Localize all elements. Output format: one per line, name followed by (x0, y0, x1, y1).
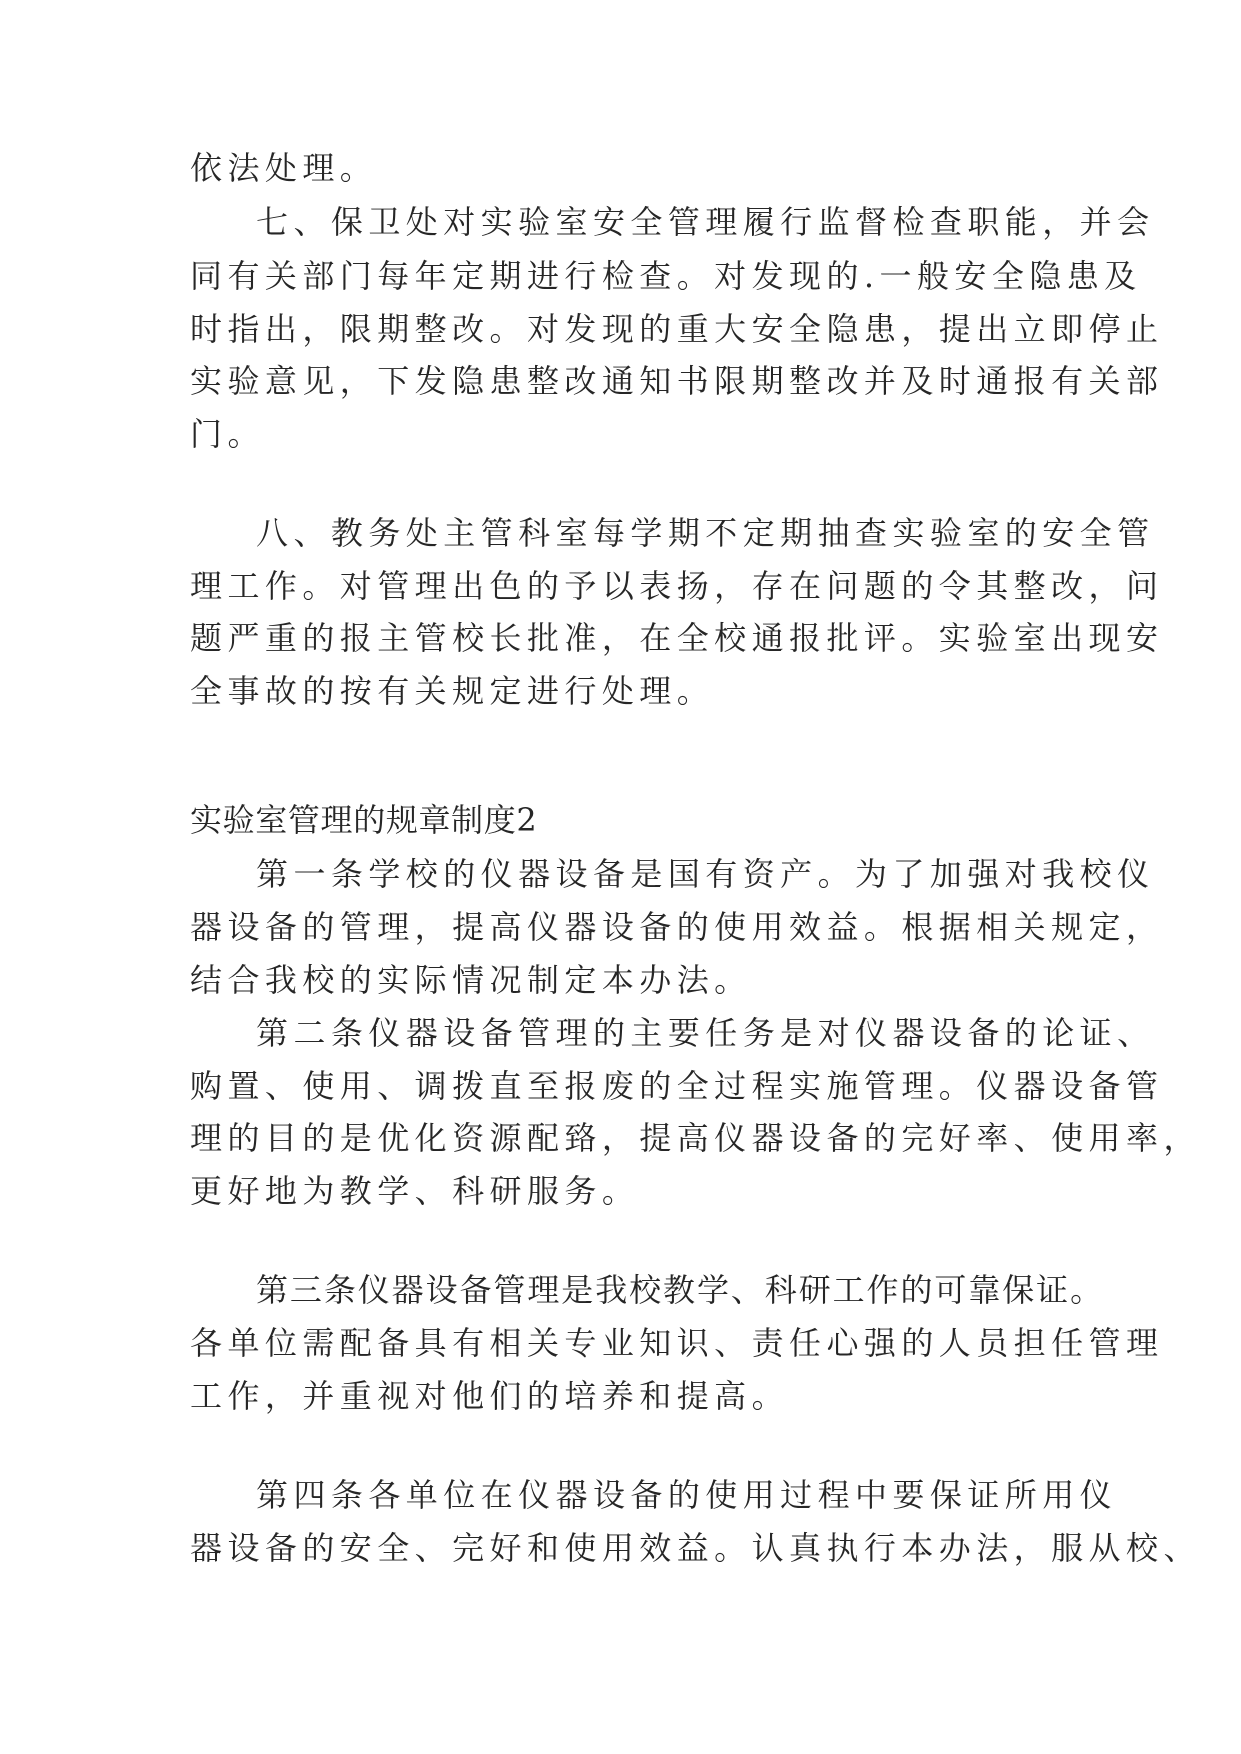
text-line: 第四条各单位在仪器设备的使用过程中要保证所用仪 (256, 1476, 1118, 1514)
text-line: 理的目的是优化资源配臵，提高仪器设备的完好率、使用率， (190, 1119, 1201, 1157)
text-line: 全事故的按有关规定进行处理。 (190, 672, 715, 710)
text-line: 同有关部门每年定期进行检查。对发现的.一般安全隐患及 (190, 257, 1142, 295)
text-line: 七、保卫处对实验室安全管理履行监督检查职能，并会 (256, 203, 1155, 241)
text-line: 工作，并重视对他们的培养和提高。 (190, 1377, 790, 1415)
text-line: 八、教务处主管科室每学期不定期抽查实验室的安全管 (256, 514, 1155, 552)
text-line: 实验意见，下发隐患整改通知书限期整改并及时通报有关部 (190, 362, 1164, 400)
text-line: 时指出，限期整改。对发现的重大安全隐患，提出立即停止 (190, 310, 1164, 348)
text-line: 更好地为教学、科研服务。 (190, 1172, 640, 1210)
text-line: 第三条仪器设备管理是我校教学、科研工作的可靠保证。 (256, 1271, 1105, 1309)
text-line: 理工作。对管理出色的予以表扬，存在问题的令其整改，问 (190, 567, 1164, 605)
text-line: 结合我校的实际情况制定本办法。 (190, 961, 752, 999)
text-line: 题严重的报主管校长批准，在全校通报批评。实验室出现安 (190, 619, 1164, 657)
section-heading: 实验室管理的规章制度2 (190, 801, 538, 839)
text-line: 器设备的安全、完好和使用效益。认真执行本办法，服从校、 (190, 1529, 1201, 1567)
text-line: 器设备的管理，提高仪器设备的使用效益。根据相关规定， (190, 908, 1164, 946)
text-line: 依法处理。 (190, 149, 378, 187)
text-line: 各单位需配备具有相关专业知识、责任心强的人员担任管理 (190, 1324, 1164, 1362)
text-line: 第一条学校的仪器设备是国有资产。为了加强对我校仪 (256, 855, 1155, 893)
text-line: 门。 (190, 415, 265, 453)
text-line: 第二条仪器设备管理的主要任务是对仪器设备的论证、 (256, 1014, 1155, 1052)
text-line: 购置、使用、调拨直至报废的全过程实施管理。仪器设备管 (190, 1067, 1164, 1105)
